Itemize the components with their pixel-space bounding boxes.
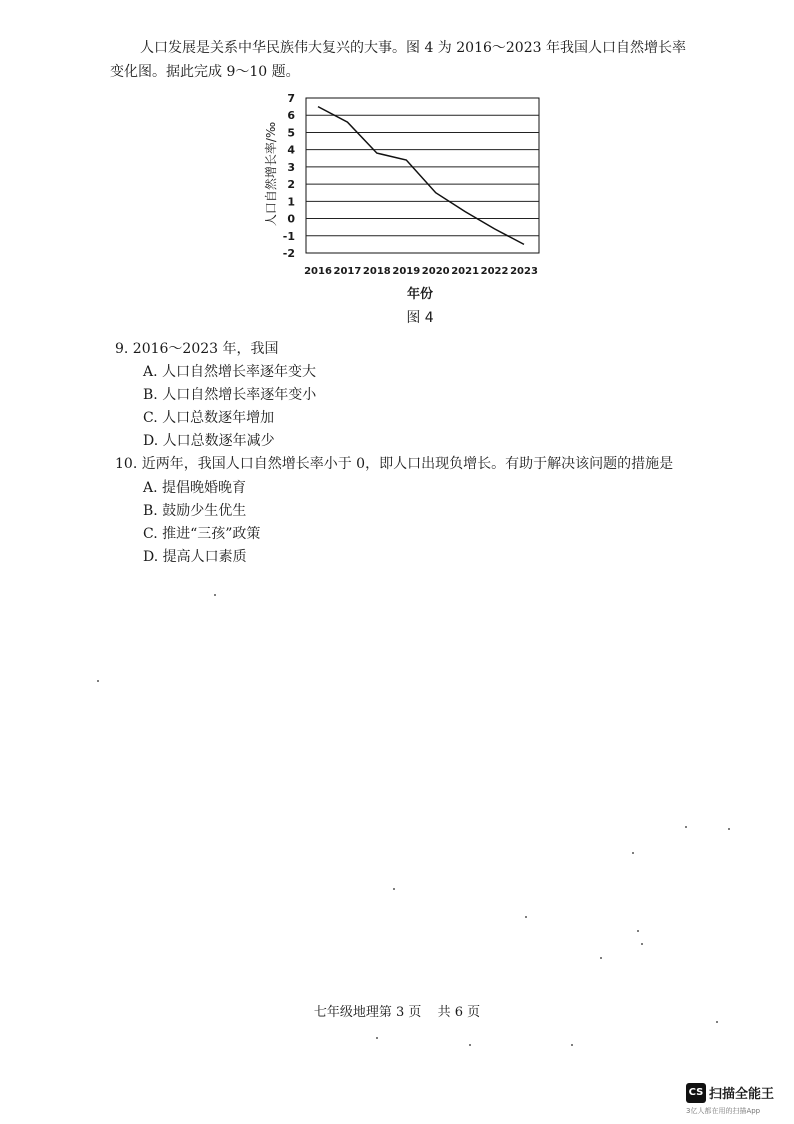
- plot-frame: [306, 98, 539, 253]
- x-tick-label: 2022: [480, 266, 509, 277]
- y-tick-label: 0: [287, 212, 295, 226]
- scan-speck: [214, 594, 216, 596]
- scan-speck: [637, 930, 639, 932]
- x-tick-label: 2019: [392, 266, 421, 277]
- question-10-stem: 10. 近两年，我国人口自然增长率小于 0，即人口出现负增长。有助于解决该问题的措施是: [115, 456, 674, 472]
- y-tick-label: 7: [287, 92, 295, 105]
- intro-paragraph: [110, 36, 710, 84]
- intro-line-1: 人口发展是关系中华民族伟大复兴的大事。图 4 为 2016～2023 年我国人口自然增长率: [140, 40, 686, 56]
- y-tick-label: -1: [282, 229, 295, 243]
- question-10-option-c: C. 推进“三孩”政策: [143, 526, 261, 542]
- scanner-watermark: [686, 1082, 774, 1116]
- y-tick-label: 5: [287, 126, 295, 140]
- x-tick-label: 2018: [362, 266, 391, 277]
- question-9-option-a: A. 人口自然增长率逐年变大: [143, 364, 317, 380]
- y-tick-label: 1: [287, 195, 295, 209]
- population-growth-chart: [255, 88, 555, 328]
- scan-speck: [97, 680, 99, 682]
- question-9-option-c: C. 人口总数逐年增加: [143, 410, 275, 426]
- question-10-option-a: A. 提倡晚婚晚育: [143, 480, 247, 496]
- x-tick-label: 2017: [333, 266, 362, 277]
- page-footer: [0, 1001, 794, 1020]
- x-axis-label: 年份: [406, 287, 434, 302]
- x-tick-label: 2021: [451, 266, 480, 277]
- scan-speck: [728, 828, 730, 830]
- scan-speck: [525, 916, 527, 918]
- question-9-stem: 9. 2016～2023 年，我国: [115, 341, 279, 357]
- y-tick-label: 3: [287, 160, 295, 174]
- footer-page-number: 七年级地理第 3 页: [313, 1005, 422, 1020]
- series-line: [318, 107, 524, 245]
- scanner-app-name: 扫描全能王: [709, 1087, 775, 1102]
- question-10-option-d: D. 提高人口素质: [143, 549, 247, 565]
- figure-caption: 图 4: [406, 310, 434, 326]
- y-tick-label: 2: [287, 178, 295, 192]
- scan-speck: [641, 943, 643, 945]
- question-10-option-b: B. 鼓励少生优生: [143, 503, 247, 519]
- y-tick-label: -2: [282, 247, 295, 260]
- scanner-tagline: 3亿人都在用的扫描App: [686, 1106, 761, 1115]
- y-axis-label: 人口自然增长率/‰: [264, 121, 278, 227]
- scan-speck: [600, 957, 602, 959]
- x-tick-label: 2023: [510, 266, 538, 277]
- y-tick-label: 6: [287, 109, 295, 123]
- footer-total-pages: 共 6 页: [437, 1005, 481, 1020]
- question-9-option-b: B. 人口自然增长率逐年变小: [143, 387, 317, 403]
- scan-speck: [376, 1037, 378, 1039]
- scan-speck: [469, 1044, 471, 1046]
- x-tick-label: 2016: [304, 266, 332, 277]
- question-9-option-d: D. 人口总数逐年减少: [143, 433, 275, 449]
- x-tick-label: 2020: [421, 266, 450, 277]
- scan-speck: [716, 1021, 718, 1023]
- scan-speck: [632, 852, 634, 854]
- scan-speck: [685, 826, 687, 828]
- scanner-logo-icon: CS: [686, 1083, 706, 1103]
- scan-speck: [393, 888, 395, 890]
- intro-line-2: 变化图。据此完成 9～10 题。: [110, 64, 300, 80]
- y-tick-label: 4: [287, 143, 295, 157]
- scan-speck: [571, 1044, 573, 1046]
